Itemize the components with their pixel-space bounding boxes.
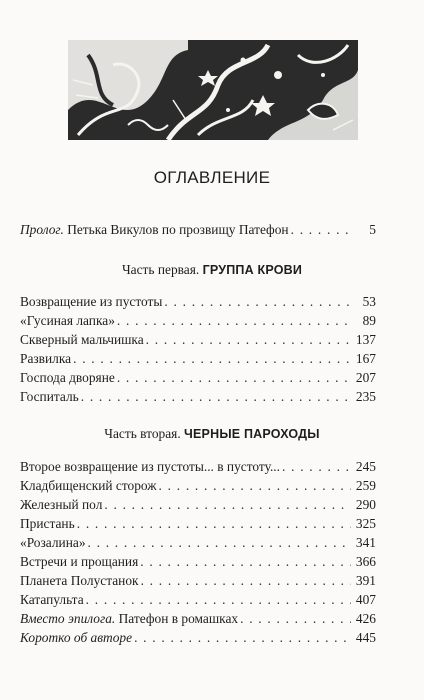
page-number: 245 xyxy=(355,459,376,474)
entry-title: «Гусиная лапка» xyxy=(20,313,115,328)
leader-dots xyxy=(164,293,351,310)
toc-entry[interactable] xyxy=(20,534,376,551)
leader-dots xyxy=(282,458,351,475)
toc-entry[interactable] xyxy=(20,388,376,405)
page-number: 445 xyxy=(355,630,376,645)
leader-dots xyxy=(117,369,351,386)
leader-dots xyxy=(117,312,351,329)
leader-dots xyxy=(240,610,351,627)
leader-dots xyxy=(291,221,351,238)
toc-entry-prologue[interactable] xyxy=(20,221,376,238)
page-number: 366 xyxy=(355,554,376,569)
toc-heading: ОГЛАВЛЕНИЕ xyxy=(153,168,271,187)
leader-dots xyxy=(77,515,351,532)
part-one-name: ГРУППА КРОВИ xyxy=(202,263,303,277)
about-title: Коротко об авторе xyxy=(20,630,133,645)
toc-entry[interactable] xyxy=(20,293,376,310)
toc-entry[interactable] xyxy=(20,496,376,513)
page-number: 89 xyxy=(362,313,376,328)
toc-entry[interactable] xyxy=(20,331,376,348)
page-number: 207 xyxy=(355,370,376,385)
part-two-heading xyxy=(0,426,424,442)
leader-dots xyxy=(81,388,351,405)
entry-title: Скверный мальчишка xyxy=(20,332,144,347)
page-number: 325 xyxy=(355,516,376,531)
page-number: 235 xyxy=(355,389,376,404)
entry-title: Возвращение из пустоты xyxy=(20,294,163,309)
toc-entry[interactable] xyxy=(20,477,376,494)
leader-dots xyxy=(140,553,351,570)
toc-entry-epilogue[interactable] xyxy=(20,610,376,627)
leader-dots xyxy=(88,534,351,551)
page-number: 391 xyxy=(355,573,376,588)
epilogue-title: Патефон в ромашках xyxy=(118,611,239,626)
toc-entry[interactable] xyxy=(20,572,376,589)
entry-title: «Розалина» xyxy=(20,535,86,550)
leader-dots xyxy=(73,350,351,367)
page-number: 341 xyxy=(355,535,376,550)
toc-entry[interactable] xyxy=(20,312,376,329)
leader-dots xyxy=(134,629,351,646)
toc-entry[interactable] xyxy=(20,591,376,608)
part-two-name: ЧЕРНЫЕ ПАРОХОДЫ xyxy=(184,427,320,441)
leader-dots xyxy=(141,572,351,589)
part-one-heading xyxy=(0,262,424,278)
page-number: 259 xyxy=(355,478,376,493)
prologue-label: Пролог. xyxy=(20,222,64,237)
page-number: 290 xyxy=(355,497,376,512)
entry-title: Кладбищенский сторож xyxy=(20,478,157,493)
toc-entry[interactable] xyxy=(20,369,376,386)
entry-title: Второе возвращение из пустоты... в пустоту... xyxy=(20,459,280,474)
toc-entry[interactable] xyxy=(20,458,376,475)
page-number: 53 xyxy=(362,294,376,309)
entry-title: Госпиталь xyxy=(20,389,79,404)
entry-title: Железный пол xyxy=(20,497,103,512)
prologue-title: Петька Викулов по прозвищу Патефон xyxy=(67,222,289,237)
entry-title: Пристань xyxy=(20,516,75,531)
page-number: 407 xyxy=(355,592,376,607)
toc-entry[interactable] xyxy=(20,350,376,367)
decorative-ornament xyxy=(68,40,358,140)
toc-entry[interactable] xyxy=(20,515,376,532)
entry-title: Господа дворяне xyxy=(20,370,115,385)
entry-title: Планета Полустанок xyxy=(20,573,139,588)
part-two-label: Часть вторая. xyxy=(104,426,181,441)
part-one-label: Часть первая. xyxy=(121,262,200,277)
page-number: 426 xyxy=(355,611,376,626)
entry-title: Встречи и прощания xyxy=(20,554,139,569)
page-number: 167 xyxy=(355,351,376,366)
page-number: 137 xyxy=(355,332,376,347)
leader-dots xyxy=(159,477,351,494)
leader-dots xyxy=(86,591,351,608)
page-number: 5 xyxy=(369,222,376,237)
toc-entry[interactable] xyxy=(20,553,376,570)
epilogue-label: Вместо эпилога. xyxy=(20,611,116,626)
leader-dots xyxy=(104,496,351,513)
entry-title: Катапульта xyxy=(20,592,84,607)
entry-title: Развилка xyxy=(20,351,72,366)
toc-entry-about-author[interactable] xyxy=(20,629,376,646)
leader-dots xyxy=(146,331,351,348)
